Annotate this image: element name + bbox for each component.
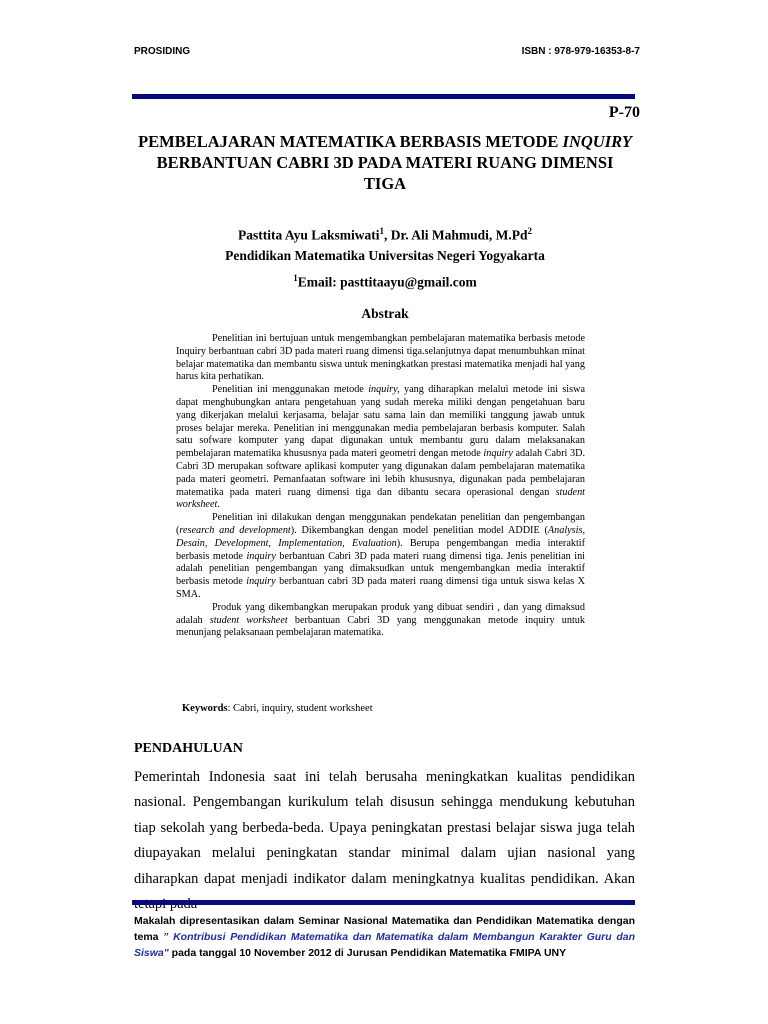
abstract-paragraph-2 xyxy=(176,384,585,512)
italic-term: student worksheet xyxy=(209,614,288,626)
footer-theme: ” Kontribusi Pendidikan Matematika dan Matematika dalam Membangun Karakter Guru dan Siswa" xyxy=(134,931,636,959)
title-line-1-text: PEMBELAJARAN MATEMATIKA BERBASIS METODE xyxy=(138,132,563,151)
abstract-paragraph-4 xyxy=(176,602,585,640)
text-span: Produk yang dikembangkan merupakan produk yang dibuat sendiri , dan yang dimaksud adalah xyxy=(176,601,585,626)
section-body xyxy=(134,765,635,917)
author-1-sup: 1 xyxy=(379,226,384,236)
text-span: ). Berupa pengembangan media interaktif berbasis metode xyxy=(176,537,585,562)
footer-note xyxy=(134,913,635,961)
text-span: ). Dikembangkan dengan model penelitian model ADDIE ( xyxy=(290,524,548,536)
bottom-rule xyxy=(132,900,635,905)
text-span: Penelitian ini menggunakan metode xyxy=(212,384,369,396)
running-header xyxy=(134,46,640,57)
text-span: berbantuan cabri 3D pada materi ruang dimensi tiga untuk siswa kelas X SMA. xyxy=(176,576,585,600)
email-sup: 1 xyxy=(293,273,298,283)
text-span: adalah Cabri 3D. Cabri 3D merupakan software aplikasi komputer yang digunakan dalam pembelajaran matematika pada materi geometri. Pemanfaatan software ini lebih khususnya, digunakan pada pembelajaran matematika pada materi ruang dimensi tiga dan dibantu secara operasional dengan xyxy=(176,448,586,498)
text-span: berbantuan Cabri 3D pada materi ruang dimensi tiga. Jenis penelitian ini adalah penelitian pengembangan yang dimaksudkan untuk mengembangkan media interaktif berbasis metode xyxy=(176,550,585,588)
italic-term: inquiry xyxy=(246,550,276,562)
authors-block xyxy=(130,221,640,266)
title-line-3: TIGA xyxy=(363,174,407,193)
page-code: P-70 xyxy=(608,104,640,121)
footer-text-end: pada tanggal 10 November 2012 di Jurusan Pendidikan Matematika FMIPA UNY xyxy=(168,947,567,959)
italic-term: student worksheet xyxy=(176,486,585,511)
abstract-body xyxy=(176,333,585,640)
text-span: yang diharapkan melalui metode ini siswa dapat menghubungkan antara pengetahuan yang sudah mereka miliki dengan pengetahuan baru yang dikerjakan melalui kerjasama, belajar satu sama lain dan memiliki tanggung jawab untuk proses belajar mereka. Penelitian ini menggunakan media pembelajaran berbasis komputer. Salah satu sofware komputer yang dapat digunakan untuk membantu guru dalam melaksanakan pembelajaran matematika khususnya pada materi geometri dengan metode xyxy=(176,384,585,460)
keywords-line xyxy=(182,703,373,714)
top-rule xyxy=(132,94,635,99)
keywords-label: Keywords xyxy=(182,703,228,714)
email-line xyxy=(130,273,640,291)
header-left: PROSIDING xyxy=(134,46,191,57)
author-2-sup: 2 xyxy=(527,226,533,236)
header-isbn: ISBN : 978-979-16353-8-7 xyxy=(521,46,640,57)
section-paragraph: Pemerintah Indonesia saat ini telah berusaha meningkatkan kualitas pendidikan nasional. Pengembangan kurikulum telah disusun sehingga mendukung kebutuhan tiap sekolah yang berbeda-beda. Upaya peningkatan prestasi belajar siswa juga telah diupayakan melalui peningkatan standar minimal dalam ujian nasional yang diharapkan dapat menjadi indikator dalam meningkatnya kualitas pendidikan. Akan xyxy=(134,769,635,887)
abstract-paragraph-1: Penelitian ini bertujuan untuk mengembangkan pembelajaran matematika berbasis metode Inquiry berbantuan cabri 3D pada materi ruang dimensi tiga.selanjutnya dapat menumbuhkan minat belajar matematika dan membantu siswa untuk meningkatkan prestasi matematika menjadi hal yang harus kita perhatikan. xyxy=(176,333,585,383)
affiliation: Pendidikan Matematika Universitas Negeri Yogyakarta xyxy=(225,247,545,263)
abstract-heading: Abstrak xyxy=(361,306,409,321)
italic-term: inquiry, xyxy=(368,384,400,396)
author-1: Pasttita Ayu Laksmiwati xyxy=(237,227,380,243)
title-line-2: BERBANTUAN CABRI 3D PADA MATERI RUANG DIMENSI xyxy=(156,153,614,172)
italic-term: Analysis, Desain, Development, Implementation, Evaluation xyxy=(176,524,585,549)
paper-title xyxy=(130,131,640,194)
author-2: , Dr. Ali Mahmudi, M.Pd xyxy=(383,227,528,243)
text-span: . xyxy=(217,499,220,511)
title-inquiry: INQUIRY xyxy=(562,132,632,151)
footer-text: Makalah dipresentasikan dalam Seminar Nasional Matematika dan Pendidikan Matematika dengan tema xyxy=(134,915,635,943)
keywords-text: : Cabri, inquiry, student worksheet xyxy=(227,703,373,714)
italic-term: research and development xyxy=(179,524,291,536)
text-span: Penelitian ini dilakukan dengan menggunakan pendekatan penelitian dan pengembangan ( xyxy=(176,512,585,536)
italic-term: inquiry xyxy=(246,576,276,588)
italic-term: inquiry xyxy=(483,448,513,460)
abstract-paragraph-3 xyxy=(176,512,585,602)
email-text[interactable]: Email: pasttitaayu@gmail.com xyxy=(297,274,477,290)
author-line xyxy=(130,221,640,246)
text-span: berbantuan Cabri 3D yang menggunakan metode inquiry untuk menunjang pelaksanaan pembelajaran matematika. xyxy=(176,614,585,639)
section-heading: PENDAHULUAN xyxy=(134,741,243,756)
title-line-1 xyxy=(130,131,640,152)
